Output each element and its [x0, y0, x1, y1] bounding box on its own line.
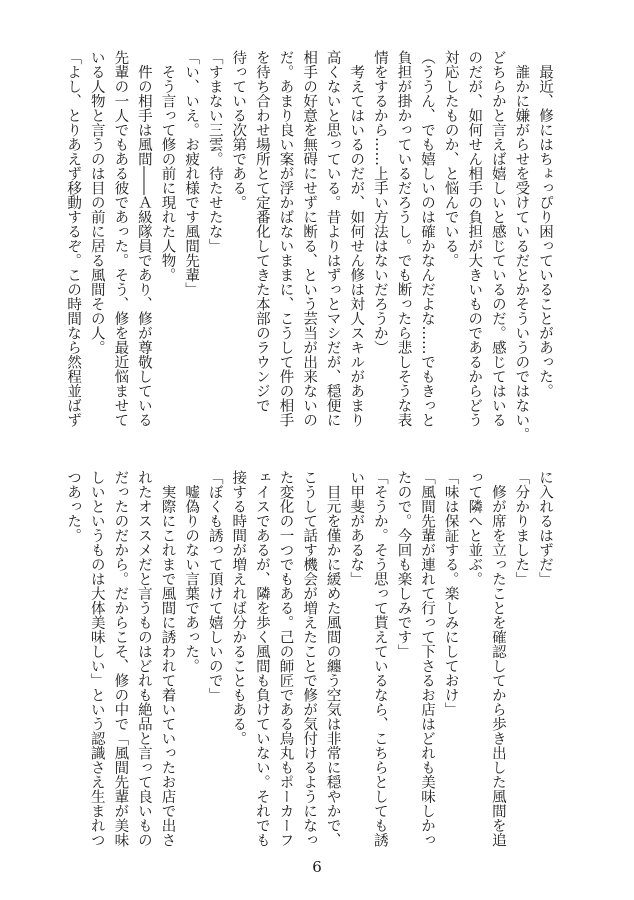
- text-line: 相手の好意を無碍にせずに断る、という芸当が出来ないの: [301, 50, 318, 427]
- text-line: 先輩の一人でもある彼であった。そう、修を最近悩ませて: [112, 50, 129, 427]
- text-line: だったのだから。だからこそ、修の中で「風間先輩が美味: [112, 470, 129, 847]
- text-line: 負担が掛かっているだろうし。でも断ったら悲しそうな表: [395, 50, 412, 427]
- top-text-block: [65, 50, 556, 442]
- text-line: 「分かりました」: [513, 470, 530, 586]
- text-line: って隣へと並ぶ。: [466, 470, 483, 586]
- text-line: 「そうか。そう思って貰えているなら、こちらとしても誘: [371, 470, 388, 847]
- text-line: 「よし、とりあえず移動するぞ。この時間なら然程並ばず: [65, 50, 82, 427]
- text-line: 対応したものか、と悩んでいる。: [442, 50, 459, 268]
- text-line: つあった。: [65, 470, 82, 543]
- text-line: （ううん、でも嬉しいのは確かなんだよな……でもきっと: [419, 50, 436, 427]
- text-line: 「い、いえ。お疲れ様です風間先輩」: [183, 50, 200, 297]
- text-line: だ。あまり良い案が浮かばないままに、こうして件の相手: [277, 50, 294, 427]
- text-line: 最近、修にはちょっぴり困っていることがあった。: [537, 50, 553, 398]
- text-line: 高くないと思っている。昔よりはずっとマシだが、穏便に: [324, 50, 341, 427]
- text-line: 「すまない三雲。待たせたな」: [206, 50, 223, 253]
- text-line: どちらかと言えば嬉しいと感じているのだ。感じてはいる: [489, 50, 506, 427]
- page-number: 6: [312, 858, 322, 876]
- text-line: 嘘偽りのない言葉であった。: [183, 470, 200, 673]
- text-line: ェイスであるが、隣を歩く風間も負けていない。それでも: [253, 470, 270, 847]
- text-line: た変化の一つでもある。己の師匠である烏丸もポーカーフ: [277, 470, 294, 847]
- text-line: 「風間先輩が連れて行って下さるお店はどれも美味しかっ: [419, 470, 436, 847]
- text-line: 待っている次第である。: [230, 50, 247, 210]
- text-line: こうして話す機会が増えたことで修が気付けるようになっ: [301, 470, 318, 847]
- text-line: そう言って修の前に現れた人物。: [159, 50, 176, 282]
- text-line: 接する時間が増えれば分かることもある。: [230, 470, 247, 746]
- text-line: 「味は保証する。楽しみにしておけ」: [442, 470, 459, 717]
- text-line: を待ち合わせ場所とて定番化してきた本部のラウンジで: [253, 50, 270, 413]
- text-line: 誰かに嫌がらせを受けているだとかそういうのではない。: [513, 50, 530, 442]
- text-line: に入れるはずだ」: [537, 470, 553, 586]
- text-line: しいというものは大体美味しい」という認識さえ生まれつ: [88, 470, 105, 847]
- text-line: 「ぼくも誘って頂けて嬉しいので」: [206, 470, 223, 702]
- text-line: 情をするから……上手い方法はないだろうか）: [371, 50, 388, 355]
- text-line: いる人物と言うのは目の前に居る風間その人。: [88, 50, 105, 355]
- text-line: のだが、如何せん相手の負担が大きいものであるからどう: [466, 50, 483, 427]
- text-line: れたオススメだと言うものはどれも絶品と言って良いもの: [135, 470, 152, 847]
- text-line: い甲斐があるな」: [348, 470, 365, 586]
- text-line: 目元を僅かに緩めた風間の纏う空気は非常に穏やかで、: [324, 470, 341, 847]
- text-line: 修が席を立ったことを確認してから歩き出した風間を追: [489, 470, 506, 847]
- text-line: 考えてはいるのだが、如何せん修は対人スキルがあまり: [348, 50, 365, 427]
- text-line: 実際にこれまで風間に誘われて着いていったお店で出さ: [159, 470, 176, 847]
- text-line: 件の相手は風間――Ａ級隊員であり、修が尊敬している: [135, 50, 152, 427]
- bottom-text-block: [65, 470, 556, 847]
- text-line: たので。今回も楽しみです」: [395, 470, 412, 659]
